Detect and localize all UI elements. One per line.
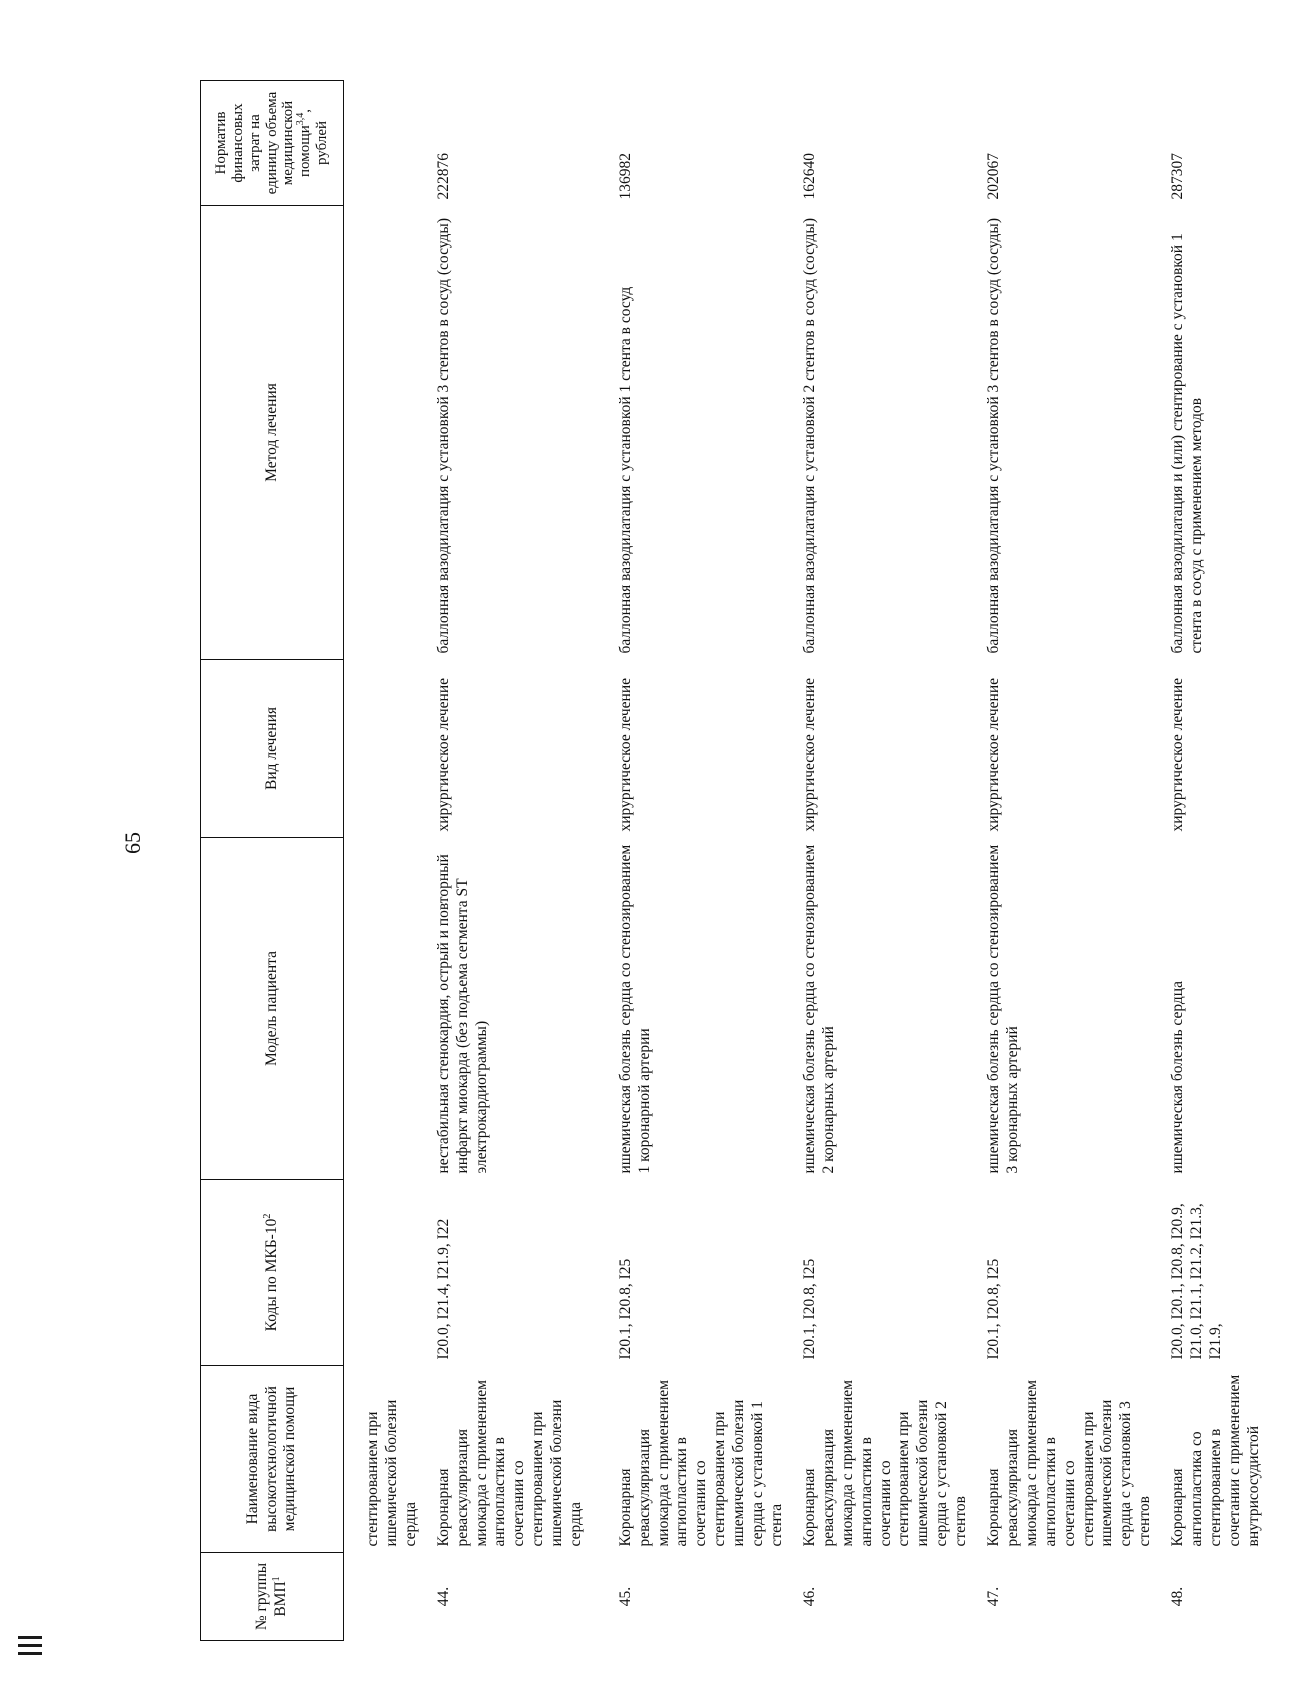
header-treatment-method: Метод лечения — [201, 206, 344, 660]
group-number-cell: 44. — [434, 1586, 452, 1607]
treatment-kind-cell: хирургическое лечение — [800, 678, 818, 832]
icd-codes-cell: I20.1, I20.8, I25 — [616, 1258, 634, 1360]
header-group-number: № группы ВМП$^1$ — [201, 1553, 344, 1641]
treatment-kind-cell: хирургическое лечение — [985, 678, 1003, 832]
treatment-method-cell: баллонная вазодилатация с установкой 3 стентов в сосуд (сосуды) — [985, 218, 1003, 654]
group-number-cell: 45. — [616, 1586, 634, 1607]
scan-edge-mark — [18, 1636, 42, 1639]
treatment-kind-cell: хирургическое лечение — [1169, 678, 1187, 832]
table-row — [1155, 81, 1289, 1641]
patient-model-cell: нестабильная стенокардия, острый и повторный инфаркт миокарда (без подъема сегмента ST электрокардиограммы) — [434, 854, 490, 1174]
icd-codes-cell: I20.0, I20.1, I20.8, I20.9, I21.0, I21.1, I21.2, I21.3, I21.9, — [1169, 1203, 1224, 1360]
header-cost-norm: Норматив финансовых затрат на единицу объема медицинской помощи$^{3,4}$, рублей — [201, 81, 344, 206]
table-row — [421, 81, 603, 1641]
vmp-name-cell: Коронарная ангиопластика со стентированием в сочетании с применением внутрисосудистой — [1169, 1374, 1262, 1547]
vmp-name-cell: Коронарная реваскуляризация миокарда с применением ангиопластики в сочетании со стентированием при ишемической болезни сердца с установкой 2 стентов — [800, 1380, 970, 1547]
continuation-name-cell: стентированием при ишемической болезни сердца — [364, 1399, 419, 1547]
patient-model-cell: ишемическая болезнь сердца со стенозированием 3 коронарных артерий — [985, 844, 1021, 1174]
treatment-method-cell: баллонная вазодилатация и (или) стентирование с установкой 1 стента в сосуд с применением методов — [1169, 233, 1206, 654]
cost-norm-cell: 287307 — [1169, 153, 1187, 200]
patient-model-cell: ишемическая болезнь сердца — [1169, 981, 1187, 1174]
treatment-kind-cell: хирургическое лечение — [616, 678, 634, 832]
vmp-name-cell: Коронарная реваскуляризация миокарда с применением ангиопластики в сочетании со стентированием при ишемической болезни сердца с установкой 1 стента — [616, 1380, 785, 1547]
table-row — [787, 81, 971, 1641]
patient-model-cell: ишемическая болезнь сердца со стенозированием 2 коронарных артерий — [800, 844, 837, 1174]
treatment-method-cell: баллонная вазодилатация с установкой 2 стентов в сосуд (сосуды) — [800, 218, 818, 654]
table-row — [603, 81, 787, 1641]
cost-norm-cell: 162640 — [800, 153, 818, 200]
cost-norm-cell: 222876 — [434, 153, 452, 200]
header-vmp-name: Наименование вида высокотехнологичной медицинской помощи — [201, 1366, 344, 1553]
rotated-page — [60, 33, 1262, 1653]
treatment-method-cell: баллонная вазодилатация с установкой 1 стента в сосуд — [616, 286, 634, 654]
page-number: 65 — [120, 832, 145, 854]
header-patient-model: Модель пациента — [201, 838, 344, 1180]
treatment-method-cell: баллонная вазодилатация с установкой 3 стентов в сосуд (сосуды) — [434, 218, 452, 654]
icd-codes-cell: I20.1, I20.8, I25 — [985, 1258, 1003, 1360]
group-number-cell: 48. — [1169, 1586, 1187, 1607]
header-treatment-kind: Вид лечения — [201, 660, 344, 838]
icd-codes-cell: I20.1, I20.8, I25 — [800, 1258, 818, 1360]
scan-edge-mark — [18, 1652, 42, 1655]
cost-norm-cell: 202067 — [985, 153, 1003, 200]
header-icd-codes: Коды по МКБ-$10^2$ — [201, 1180, 344, 1366]
group-number-cell: 47. — [985, 1586, 1003, 1607]
table-row — [971, 81, 1155, 1641]
vmp-table — [200, 80, 1289, 1641]
patient-model-cell: ишемическая болезнь сердца со стенозированием 1 коронарной артерии — [616, 844, 653, 1174]
scan-edge-mark — [18, 1644, 42, 1647]
group-number-cell: 46. — [800, 1586, 818, 1607]
vmp-name-cell: Коронарная реваскуляризация миокарда с применением ангиопластики в сочетании со стентированием при ишемической болезни сердца с установкой 3 стентов — [985, 1380, 1154, 1547]
icd-codes-cell: I20.0, I21.4, I21.9, I22 — [434, 1218, 452, 1360]
continuation-row — [344, 81, 421, 1641]
treatment-kind-cell: хирургическое лечение — [434, 678, 452, 832]
cost-norm-cell: 136982 — [616, 153, 634, 200]
vmp-name-cell: Коронарная реваскуляризация миокарда с применением ангиопластики в сочетании со стентированием при ишемической болезни сердца — [434, 1380, 585, 1547]
table-header-row — [201, 81, 344, 1641]
